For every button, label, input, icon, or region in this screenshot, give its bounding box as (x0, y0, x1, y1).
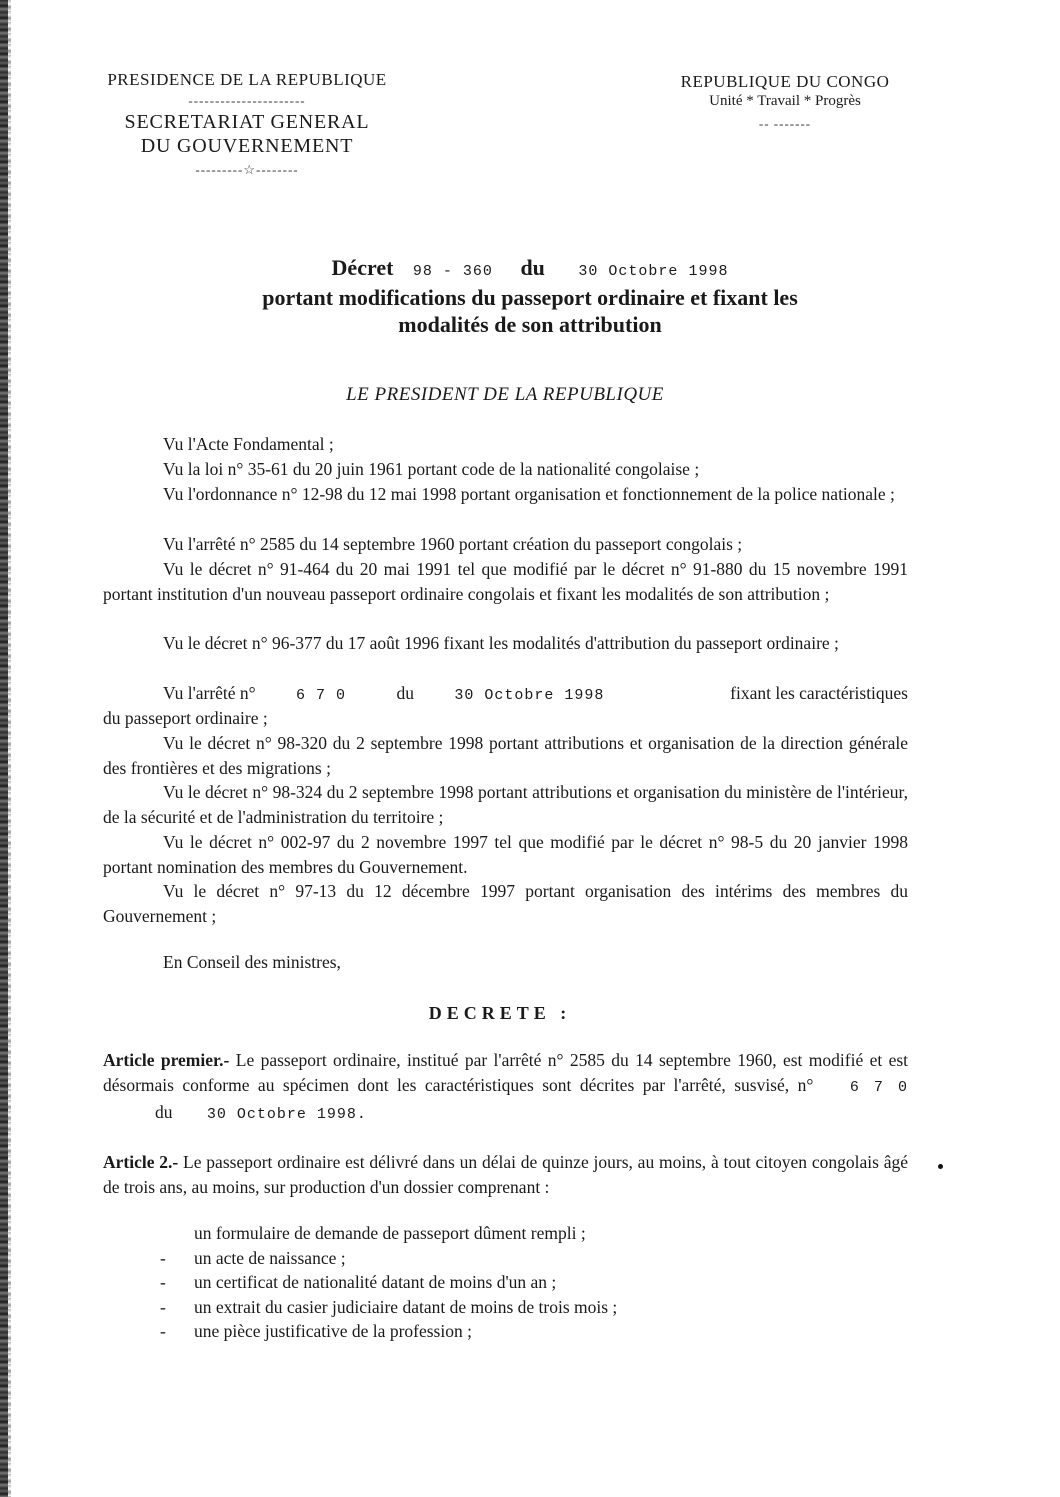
article-2-text: Le passeport ordinaire est délivré dans un délai de quinze jours, au moins, à tout citoyen congolais âgé de trois ans, au moins, sur production d'un dossier comprenant : (103, 1152, 908, 1197)
title-decret: Décret (331, 255, 394, 280)
visa-item: Vu le décret n° 98-324 du 2 septembre 1998 portant attributions et organisation du ministère de l'intérieur, de la sécurité et de l'administration du territoire ; (103, 782, 908, 827)
title-line3: modalités de son attribution (398, 312, 662, 337)
header-gouvernement: DU GOUVERNEMENT (140, 135, 354, 157)
article-1-du: du (155, 1102, 173, 1122)
conseil-line: En Conseil des ministres, (163, 952, 341, 972)
article-1-number: 6 7 0 (849, 1078, 908, 1096)
decrete-heading: DECRETE : (428, 1003, 572, 1023)
header-right-separator: -- ------- (758, 116, 812, 131)
president-heading: LE PRESIDENT DE LA REPUBLIQUE (346, 384, 664, 405)
visa-item: Vu le décret n° 91-464 du 20 mai 1991 tel que modifié par le décret n° 91-880 du 15 novembre 1991 portant institution d'un nouveau passeport ordinaire congolais et fixant les modalités de son attribution ; (103, 559, 908, 604)
visa-arrete (163, 681, 908, 709)
title-line2: portant modifications du passeport ordinaire et fixant les (262, 285, 798, 310)
article-1 (103, 1048, 908, 1128)
visa-item: Vu l'ordonnance n° 12-98 du 12 mai 1998 portant organisation et fonctionnement de la police nationale ; (163, 484, 895, 504)
scan-edge-shadow (8, 0, 11, 1497)
list-item: - un extrait du casier judiciaire datant de moins de trois mois ; (160, 1296, 618, 1317)
header-secretariat: SECRETARIAT GENERAL (124, 111, 370, 133)
article-1-date: 30 Octobre 1998. (206, 1106, 367, 1123)
list-item: - un acte de naissance ; (160, 1247, 346, 1268)
visa-arrete-line2: du passeport ordinaire ; (103, 708, 268, 728)
decree-number: 98 - 360 (412, 263, 493, 280)
article-1-label: Article premier.- (103, 1050, 230, 1070)
header-separator: ---------------------- (188, 93, 306, 108)
scan-edge (0, 0, 8, 1497)
visa-arrete-du: du (396, 683, 414, 703)
list-item: un formulaire de demande de passeport dûment rempli ; (194, 1223, 586, 1243)
visa-arrete-prefix: Vu l'arrêté n° (163, 683, 256, 703)
visa-item: Vu le décret n° 97-13 du 12 décembre 1997 portant organisation des intérims des membres du Gouvernement ; (103, 881, 908, 926)
visa-item: Vu le décret n° 96-377 du 17 août 1996 fixant les modalités d'attribution du passeport ordinaire ; (163, 633, 839, 653)
visa-item: Vu le décret n° 002-97 du 2 novembre 1997 tel que modifié par le décret n° 98-5 du 20 janvier 1998 portant nomination des membres du Gouvernement. (103, 832, 908, 877)
title-du: du (520, 255, 545, 280)
requirements-list (160, 1221, 880, 1344)
visa-item: Vu la loi n° 35-61 du 20 juin 1961 portant code de la nationalité congolaise ; (163, 459, 700, 479)
visa-item: Vu l'arrêté n° 2585 du 14 septembre 1960 portant création du passeport congolais ; (163, 534, 743, 554)
article-2-label: Article 2.- (103, 1152, 179, 1172)
visa-arrete-date: 30 Octobre 1998 (454, 687, 605, 704)
scan-speck (938, 1164, 943, 1169)
article-1-text: Le passeport ordinaire, institué par l'arrêté n° 2585 du 14 septembre 1960, est modifié et est désormais conforme au spécimen dont les caractéristiques sont décrites par l'arrêté, susvisé, n° (103, 1050, 909, 1095)
visa-item: Vu l'Acte Fondamental ; (163, 434, 334, 454)
header-star-separator: ---------☆-------- (195, 162, 299, 177)
visa-item: Vu le décret n° 98-320 du 2 septembre 1998 portant attributions et organisation de la direction générale des frontières et des migrations ; (103, 733, 908, 778)
visa-arrete-suffix: fixant les caractéristiques (730, 683, 908, 703)
list-item: - une pièce justificative de la profession ; (160, 1321, 472, 1341)
header-republique: REPUBLIQUE DU CONGO (680, 72, 890, 91)
decree-date: 30 Octobre 1998 (578, 263, 729, 280)
header-presidence: PRESIDENCE DE LA REPUBLIQUE (107, 70, 387, 89)
decree-title (150, 254, 910, 285)
list-item: - un certificat de nationalité datant de moins d'un an ; (160, 1272, 557, 1292)
header-motto: Unité * Travail * Progrès (709, 93, 861, 109)
article-2 (103, 1150, 908, 1199)
visa-arrete-number: 6 7 0 (296, 687, 347, 704)
